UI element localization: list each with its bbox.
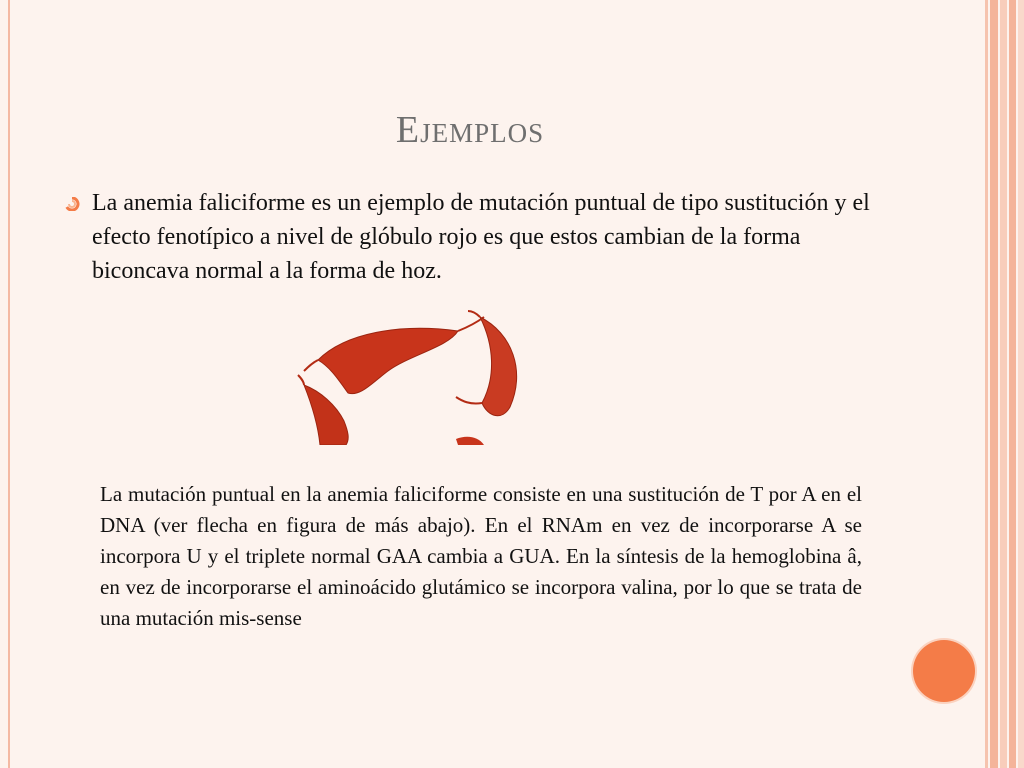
bullet-text: La anemia faliciforme es un ejemplo de mutación puntual de tipo sustitución y el efecto fenotípico a nivel de glóbulo rojo es que estos cambian de la forma biconcava normal a la forma de hoz. [92, 190, 870, 284]
sickle-cells-image [290, 305, 540, 445]
slide-title: Ejemplos [395, 109, 545, 151]
right-decorative-stripes [980, 0, 1024, 768]
explanation-text: La mutación puntual en la anemia faliciforme consiste en una sustitución de T por A en el DNA (ver flecha en figura de más abajo). En el RNAm en vez de incorporarse A se incorpora U y el triplete normal GAA cambia a GUA. En la síntesis de la hemoglobina â, en vez de incorporarse el aminoácido glutámico se incorpora valina, por lo que se trata de una mutación mis-sense [100, 482, 862, 630]
decorative-orange-circle [913, 640, 975, 702]
bullet-icon [64, 197, 80, 211]
